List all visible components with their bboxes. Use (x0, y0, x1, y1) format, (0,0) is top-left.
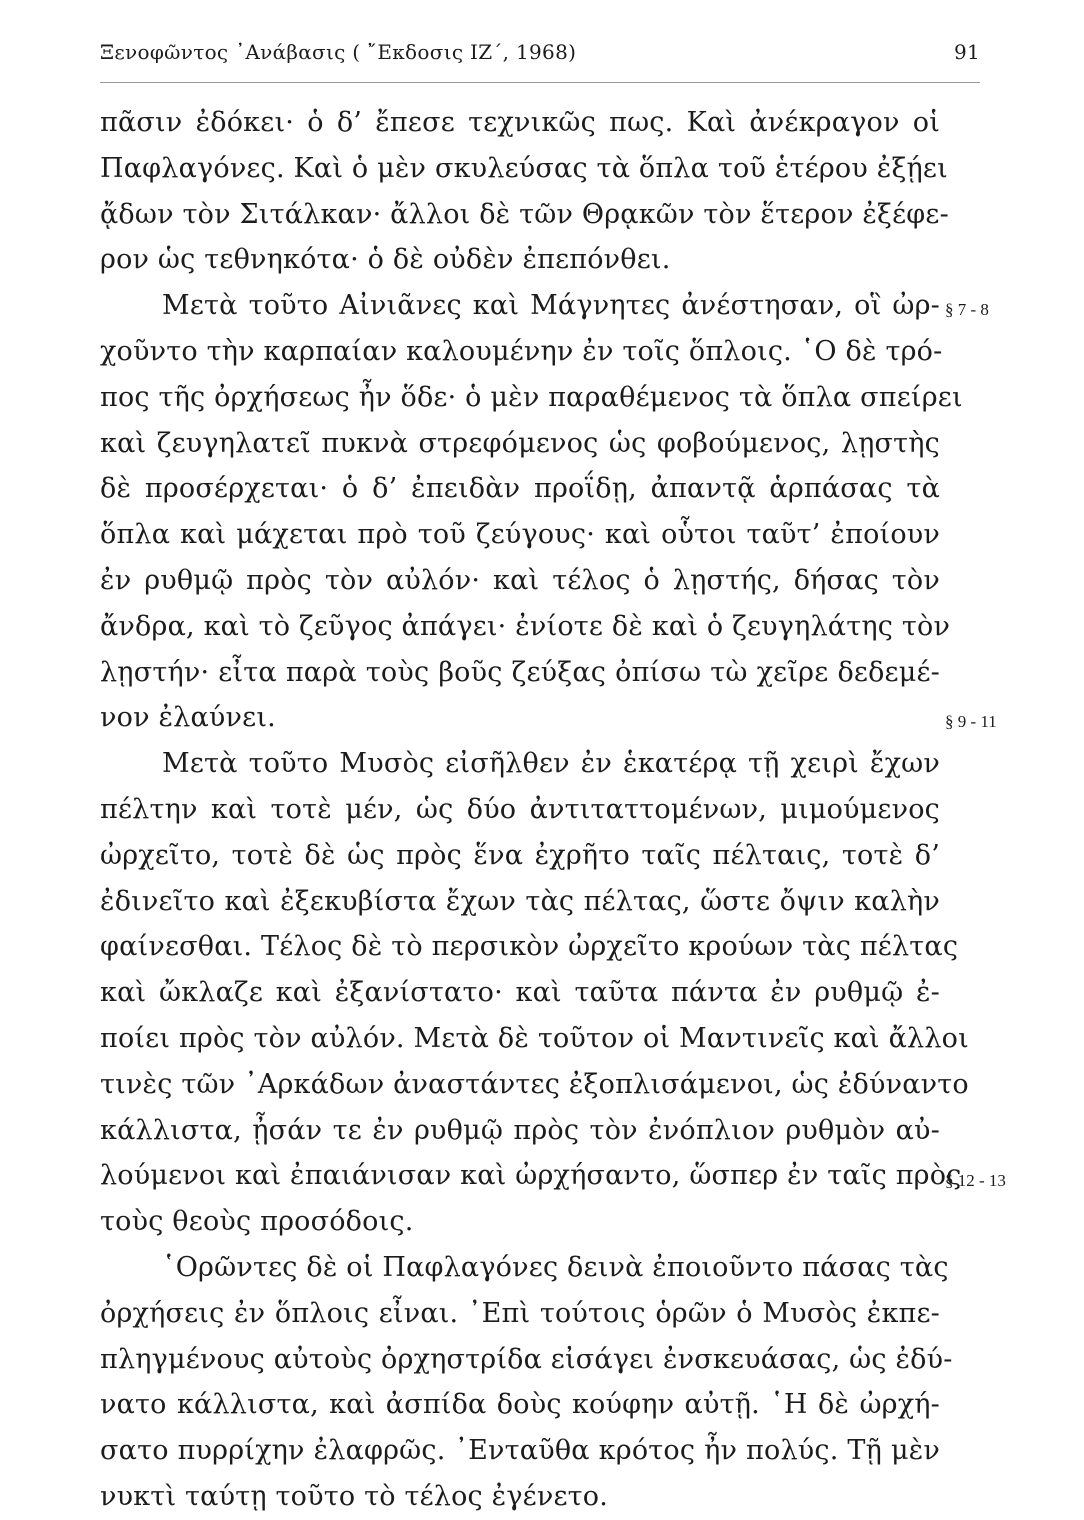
text-line: ἐν ρυθμῷ πρὸς τὸν αὐλόν· καὶ τέλος ὁ λῃστής, δήσας τὸν (100, 564, 940, 596)
running-title: Ξενοφῶντος ᾿Ανάβασις ( ῎Εκδοσις ΙΖ΄, 1968) (100, 40, 577, 64)
text-line: ὠρχεῖτο, τοτὲ δὲ ὡς πρὸς ἕνα ἐχρῆτο ταῖς πέλταις, τοτὲ δ’ (100, 839, 940, 871)
text-line: ὅπλα καὶ μάχεται πρὸ τοῦ ζεύγους· καὶ οὗτοι ταῦτ’ ἐποίουν (100, 519, 940, 551)
text-line: Μετὰ τοῦτο Μυσὸς εἰσῆλθεν ἐν ἑκατέρᾳ τῇ χειρὶ ἔχων (162, 748, 940, 780)
text-line: πέλτην καὶ τοτὲ μέν, ὡς δύο ἀντιταττομένων, μιμούμενος (100, 793, 940, 825)
text-line: σατο πυρρίχην ἐλαφρῶς. ᾿Ενταῦθα κρότος ἦν πολύς. Τῇ μὲν (100, 1435, 940, 1467)
page-number: 91 (953, 40, 980, 64)
text-line: νατο κάλλιστα, καὶ ἀσπίδα δοὺς κούφην αὐτῇ. ῾Η δὲ ὠρχή- (100, 1389, 940, 1421)
text-line: τινὲς τῶν ᾿Αρκάδων ἀναστάντες ἐξοπλισάμενοι, ὡς ἐδύναντο (100, 1068, 969, 1100)
text-line: ᾄδων τὸν Σιτάλκαν· ἄλλοι δὲ τῶν Θρᾳκῶν τὸν ἕτερον ἐξέφε- (100, 198, 949, 230)
text-line: καὶ ὤκλαζε καὶ ἐξανίστατο· καὶ ταῦτα πάντα ἐν ρυθμῷ ἐ- (100, 977, 940, 1009)
text-line: πληγμένους αὐτοὺς ὀρχηστρίδα εἰσάγει ἐνσκευάσας, ὡς ἐδύ- (100, 1343, 953, 1375)
paragraph (100, 283, 963, 741)
text-line: καὶ ζευγηλατεῖ πυκνὰ στρεφόμενος ὡς φοβούμενος, λῃστὴς (100, 427, 940, 459)
text-line: Παφλαγόνες. Καὶ ὁ μὲν σκυλεύσας τὰ ὅπλα τοῦ ἑτέρου ἐξῄει (100, 152, 948, 184)
header-rule (100, 82, 980, 83)
margin-section-ref: § 12 - 13 (945, 1171, 1006, 1190)
text-line: ἐδινεῖτο καὶ ἐξεκυβίστα ἔχων τὰς πέλτας, ὥστε ὄψιν καλὴν (100, 885, 940, 917)
text-line: νον ἐλαύνει. (100, 702, 276, 734)
text-line: ρον ὡς τεθνηκότα· ὁ δὲ οὐδὲν ἐπεπόνθει. (100, 244, 671, 276)
text-line: λῃστήν· εἶτα παρὰ τοὺς βοῦς ζεύξας ὀπίσω τὼ χεῖρε δεδεμέ- (100, 656, 940, 688)
text-line: λούμενοι καὶ ἐπαιάνισαν καὶ ὠρχήσαντο, ὥσπερ ἐν ταῖς πρὸς (100, 1160, 962, 1192)
text-line: κάλλιστα, ᾖσάν τε ἐν ρυθμῷ πρὸς τὸν ἐνόπλιον ρυθμὸν αὐ- (100, 1114, 940, 1146)
text-line: πᾶσιν ἐδόκει· ὁ δ’ ἔπεσε τεχνικῶς πως. Καὶ ἀνέκραγον οἱ (100, 107, 940, 138)
text-line: ἄνδρα, καὶ τὸ ζεῦγος ἀπάγει· ἐνίοτε δὲ καὶ ὁ ζευγηλάτης τὸν (100, 610, 951, 642)
text-line: ὀρχήσεις ἐν ὅπλοις εἶναι. ᾿Επὶ τούτοις ὁρῶν ὁ Μυσὸς ἐκπε- (100, 1297, 940, 1329)
text-line: χοῦντο τὴν καρπαίαν καλουμένην ἐν τοῖς ὅπλοις. ῾Ο δὲ τρό- (100, 335, 943, 367)
paragraph (100, 100, 949, 283)
text-line: πος τῆς ὀρχήσεως ἦν ὅδε· ὁ μὲν παραθέμενος τὰ ὅπλα σπείρει (100, 381, 963, 413)
margin-section-ref: § 7 - 8 (945, 300, 989, 319)
text-line: τοὺς θεοὺς προσόδοις. (100, 1206, 414, 1238)
paragraph (100, 741, 969, 1245)
text-line: νυκτὶ ταύτῃ τοῦτο τὸ τέλος ἐγένετο. (100, 1480, 609, 1512)
text-line: Μετὰ τοῦτο Αἰνιᾶνες καὶ Μάγνητες ἀνέστησαν, οἳ ὠρ- (162, 290, 940, 322)
text-line: φαίνεσθαι. Τέλος δὲ τὸ περσικὸν ὠρχεῖτο κρούων τὰς πέλτας (100, 931, 959, 963)
text-line: ῾Ορῶντες δὲ οἱ Παφλαγόνες δεινὰ ἐποιοῦντο πάσας τὰς (162, 1251, 949, 1283)
text-line: ποίει πρὸς τὸν αὐλόν. Μετὰ δὲ τοῦτον οἱ Μαντινεῖς καὶ ἄλλοι (100, 1022, 969, 1054)
running-header (100, 40, 980, 72)
paragraph (100, 1245, 953, 1520)
text-line: δὲ προσέρχεται· ὁ δ’ ἐπειδὰν προΐδῃ, ἀπαντᾷ ἁρπάσας τὰ (100, 473, 940, 505)
margin-section-ref: § 9 - 11 (945, 712, 997, 731)
